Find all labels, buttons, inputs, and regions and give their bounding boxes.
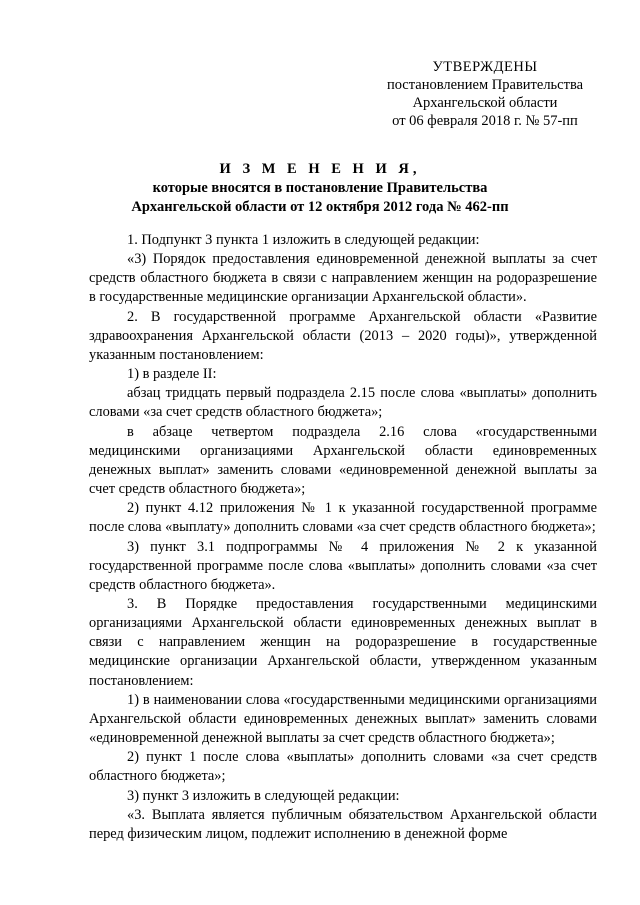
- paragraph-7: 2) пункт 4.12 приложения № 1 к указанной государственной программе после слова «выплату» дополнить словами «за счет средств областного бюджета»;: [89, 500, 597, 536]
- paragraph-3: 2. В государственной программе Архангельской области «Развитие здравоохранения Архангельской области (2013 – 2020 годы)», утвержденной указанным постановлением:: [89, 308, 597, 363]
- approval-line-2: Архангельской области: [412, 95, 558, 111]
- paragraph-10: 1) в наименовании слова «государственными медицинскими организациями Архангельской области единовременных денежных выплат» заменить словами «единовременной денежной выплаты за счет средств областного бюджета»;: [89, 691, 597, 747]
- paragraph-11: 2) пункт 1 после слова «выплаты» дополнить словами «за счет средств областного бюджета»;: [89, 749, 597, 785]
- document-body: [89, 231, 597, 844]
- approval-line-3: от 06 февраля 2018 г. № 57-пп: [392, 113, 578, 129]
- paragraph-5: абзац тридцать первый подраздела 2.15 после слова «выплаты» дополнить словами «за счет средств областного бюджета»;: [89, 385, 597, 421]
- title-line-2: которые вносятся в постановление Правительства: [152, 180, 488, 196]
- paragraph-12: 3) пункт 3 изложить в следующей редакции:: [127, 787, 400, 804]
- paragraph-8: 3) пункт 3.1 подпрограммы № 4 приложения № 2 к указанной государственной программе после слова «выплаты» дополнить словами «за счет средств областного бюджета».: [89, 538, 597, 593]
- title-line-1: И З М Е Н Е Н И Я,: [219, 161, 421, 177]
- paragraph-13: «3. Выплата является публичным обязательством Архангельской области перед физическим лицом, подлежит исполнению в денежной форме: [89, 806, 597, 842]
- document-title: [80, 160, 560, 217]
- approval-block: [360, 58, 610, 130]
- approval-line-1: постановлением Правительства: [386, 77, 584, 93]
- title-line-3: Архангельской области от 12 октября 2012 года № 462-пп: [131, 199, 509, 215]
- paragraph-2: «3) Порядок предоставления единовременной денежной выплаты за счет средств областного бюджета в связи с направлением женщин на родоразрешение в государственные медицинские организации Архангельской области».: [89, 251, 597, 306]
- paragraph-6: в абзаце четвертом подраздела 2.16 слова «государственными медицинскими организациями Архангельской области единовременных денежных выплат» заменить словами «единовременной денежной выплаты за счет средств областного бюджета»;: [89, 423, 597, 498]
- paragraph-1: 1. Подпункт 3 пункта 1 изложить в следующей редакции:: [127, 232, 480, 248]
- approval-heading: УТВЕРЖДЕНЫ: [432, 59, 538, 75]
- paragraph-9: 3. В Порядке предоставления государственными медицинскими организациями Архангельской области единовременных денежных выплат в связи с направлением женщин на родоразрешение в государственные медицинские организации Архангельской области, утвержденном указанным постановлением:: [89, 595, 597, 689]
- paragraph-4: 1) в разделе II:: [127, 366, 217, 383]
